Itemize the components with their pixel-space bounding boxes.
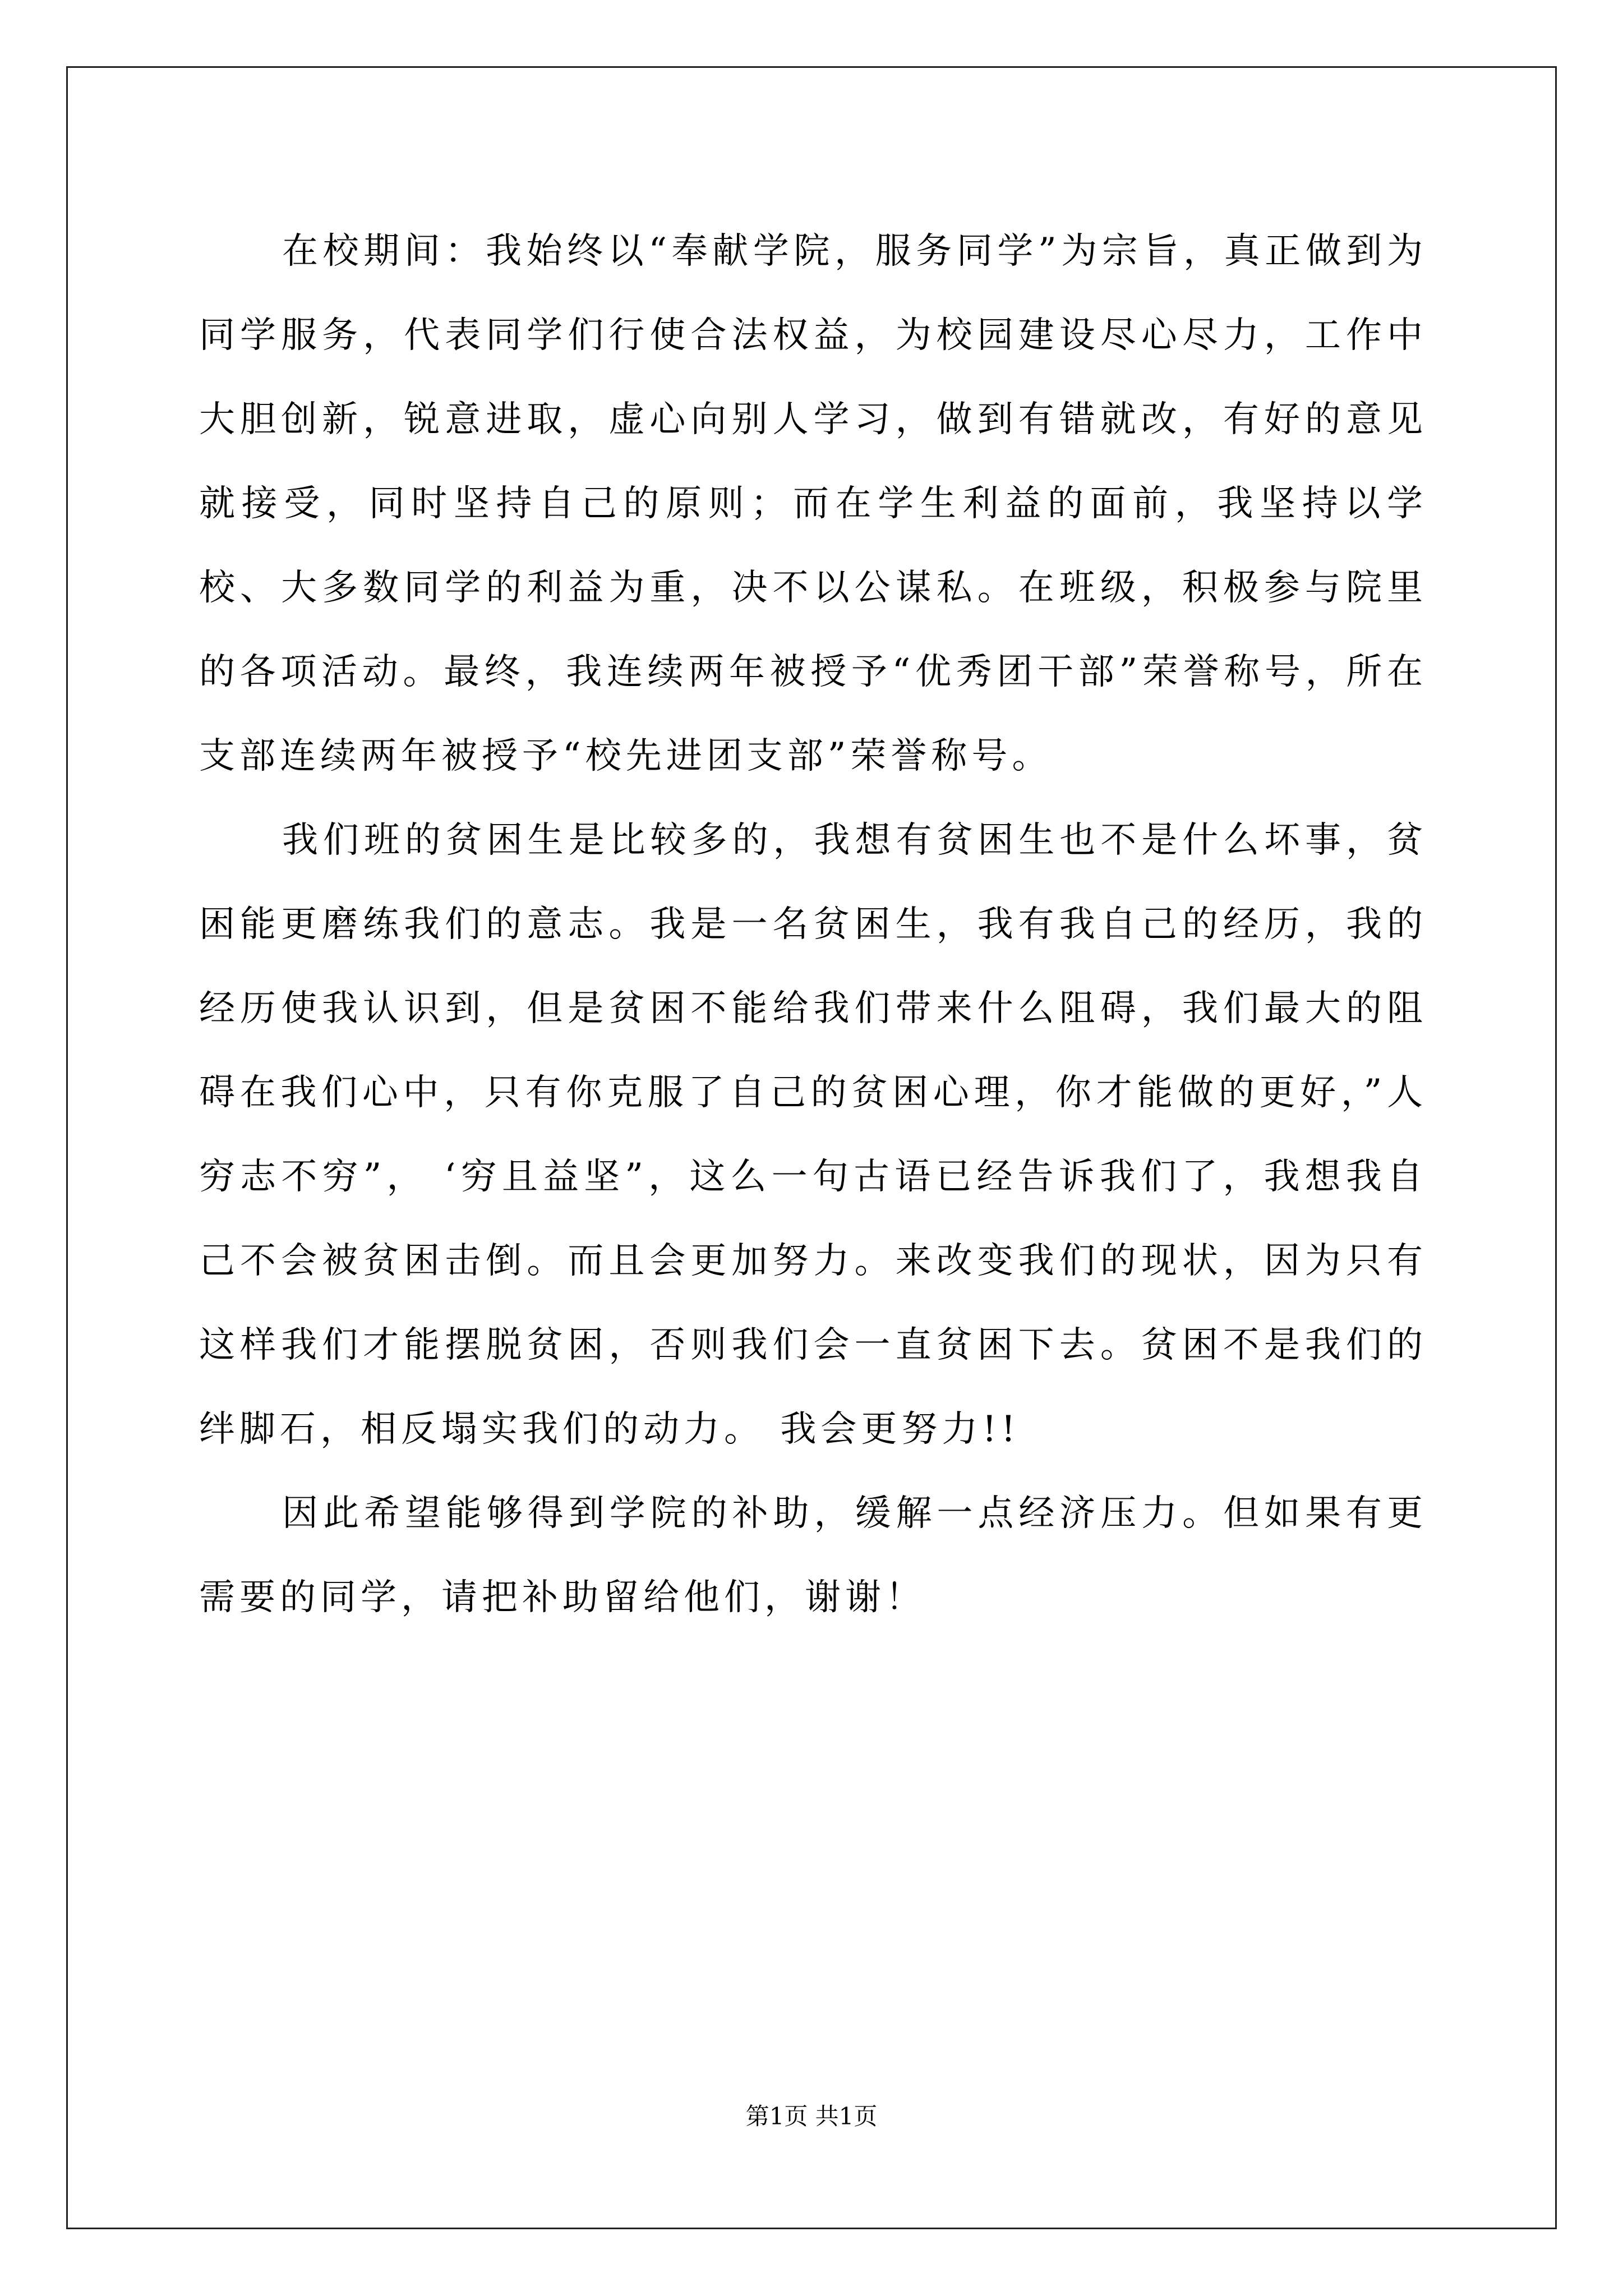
paragraph-1: 在校期间：我始终以“奉献学院，服务同学”为宗旨，真正做到为同学服务，代表同学们行使合法权益，为校园建设尽心尽力，工作中大胆创新，锐意进取，虚心向别人学习，做到有错就改，有好的意见就接受，同时坚持自己的原则；而在学生利益的面前，我坚持以学校、大多数同学的利益为重，决不以公谋私。在班级，积极参与院里的各项活动。最终，我连续两年被授予“优秀团干部”荣誉称号，所在支部连续两年被授予“校先进团支部”荣誉称号。 — [199, 231, 1427, 777]
page-footer: 第1页 共1页 — [745, 2102, 878, 2130]
paragraph-2: 我们班的贫困生是比较多的，我想有贫困生也不是什么坏事，贫困能更磨练我们的意志。我是一名贫困生，我有我自己的经历，我的经历使我认识到，但是贫困不能给我们带来什么阻碍，我们最大的阻碍在我们心中，只有你克服了自己的贫困心理，你才能做的更好，”人穷志不穷”， ‘穷且益坚”，这么一句古语已经告诉我们了，我想我自己不会被贫困击倒。而且会更加努力。来改变我们的现状，因为只有这样我们才能摆脱贫困，否则我们会一直贫困下去。贫困不是我们的绊脚石，相反塌实我们的动力。 我会更努力!! — [199, 820, 1427, 1450]
document-body — [199, 209, 1427, 1640]
paragraph-3: 因此希望能够得到学院的补助，缓解一点经济压力。但如果有更需要的同学，请把补助留给他们，谢谢！ — [199, 1493, 1427, 1618]
